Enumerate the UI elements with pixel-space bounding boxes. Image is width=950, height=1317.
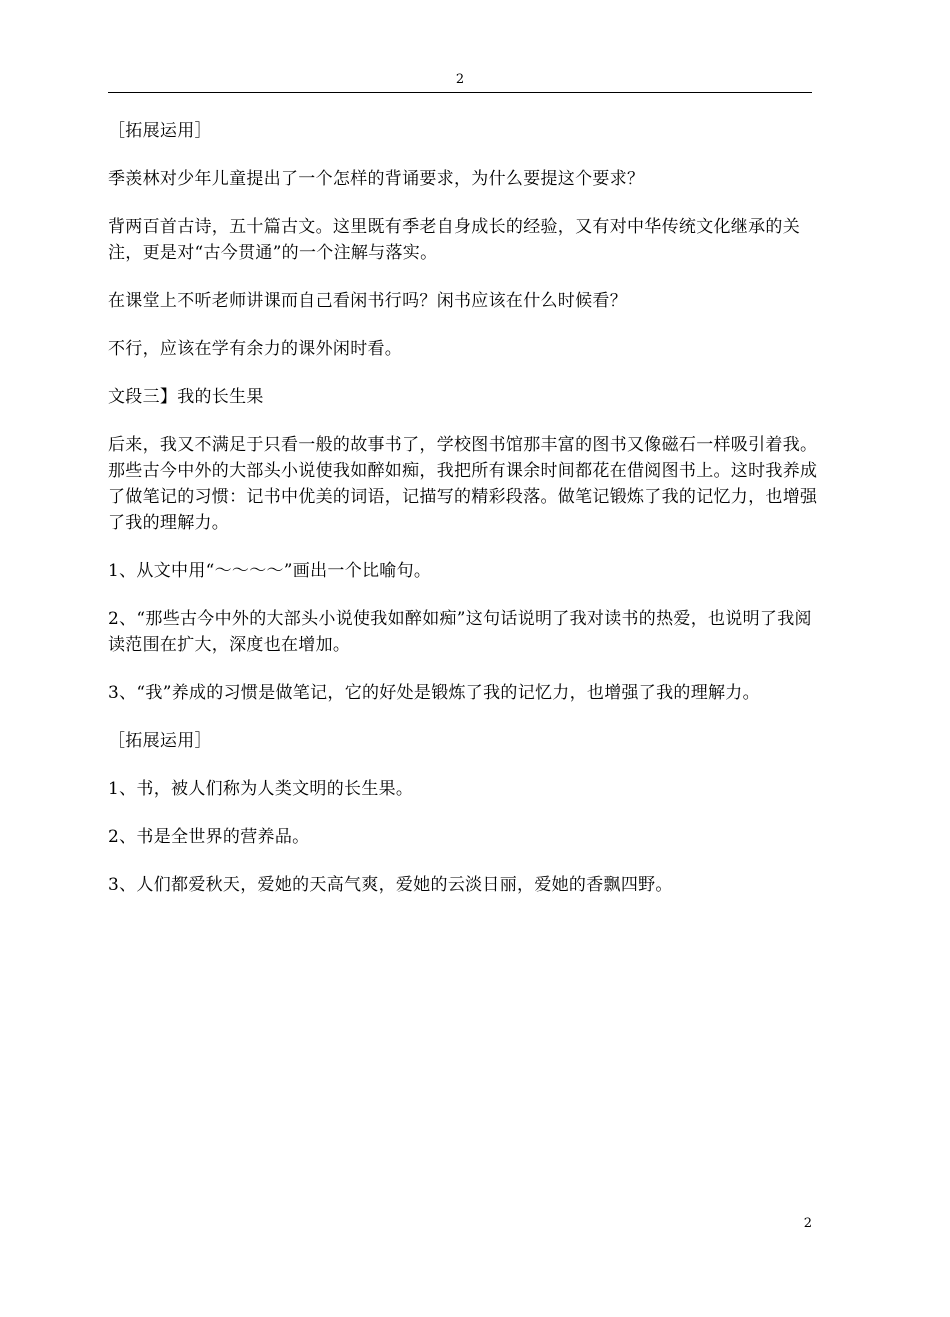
page-header	[108, 72, 812, 93]
question-2: 在课堂上不听老师讲课而自己看闲书行吗？闲书应该在什么时候看？	[108, 291, 627, 311]
extension-item-1: 1、书，被人们称为人类文明的长生果。	[108, 779, 414, 799]
section-title: 文段三】我的长生果	[108, 387, 264, 407]
extension-item-3: 3、人们都爱秋天，爱她的天高气爽，爱她的云淡日丽，爱她的香飘四野。	[108, 875, 673, 895]
list-item-2: 2、“那些古今中外的大部头小说使我如醉如痴”这句话说明了我对读书的热爱，也说明了我阅读范围在扩大，深度也在增加。	[108, 609, 812, 655]
list-item-3: 3、“我”养成的习惯是做笔记，它的好处是锻炼了我的记忆力，也增强了我的理解力。	[108, 683, 760, 703]
passage-text: 后来，我又不满足于只看一般的故事书了，学校图书馆那丰富的图书又像磁石一样吸引着我。那些古今中外的大部头小说使我如醉如痴，我把所有课余时间都花在借阅图书上。这时我养成了做笔记的习惯：记书中优美的词语，记描写的精彩段落。做笔记锻炼了我的记忆力，也增强了我的理解力。	[108, 435, 818, 533]
extension-item-2: 2、书是全世界的营养品。	[108, 827, 310, 847]
heading-extension-2: ［拓展运用］	[108, 731, 212, 751]
heading-extension-1: ［拓展运用］	[108, 121, 212, 141]
answer-2: 不行，应该在学有余力的课外闲时看。	[108, 339, 403, 359]
document-body	[108, 118, 824, 920]
header-page-number: 2	[455, 72, 465, 87]
list-item-1: 1、从文中用“～～～～”画出一个比喻句。	[108, 561, 432, 581]
answer-1: 背两百首古诗，五十篇古文。这里既有季老自身成长的经验，又有对中华传统文化继承的关注，更是对“古今贯通”的一个注解与落实。	[108, 217, 800, 263]
question-1: 季羡林对少年儿童提出了一个怎样的背诵要求，为什么要提这个要求？	[108, 169, 645, 189]
footer-page-number: 2	[803, 1216, 812, 1231]
